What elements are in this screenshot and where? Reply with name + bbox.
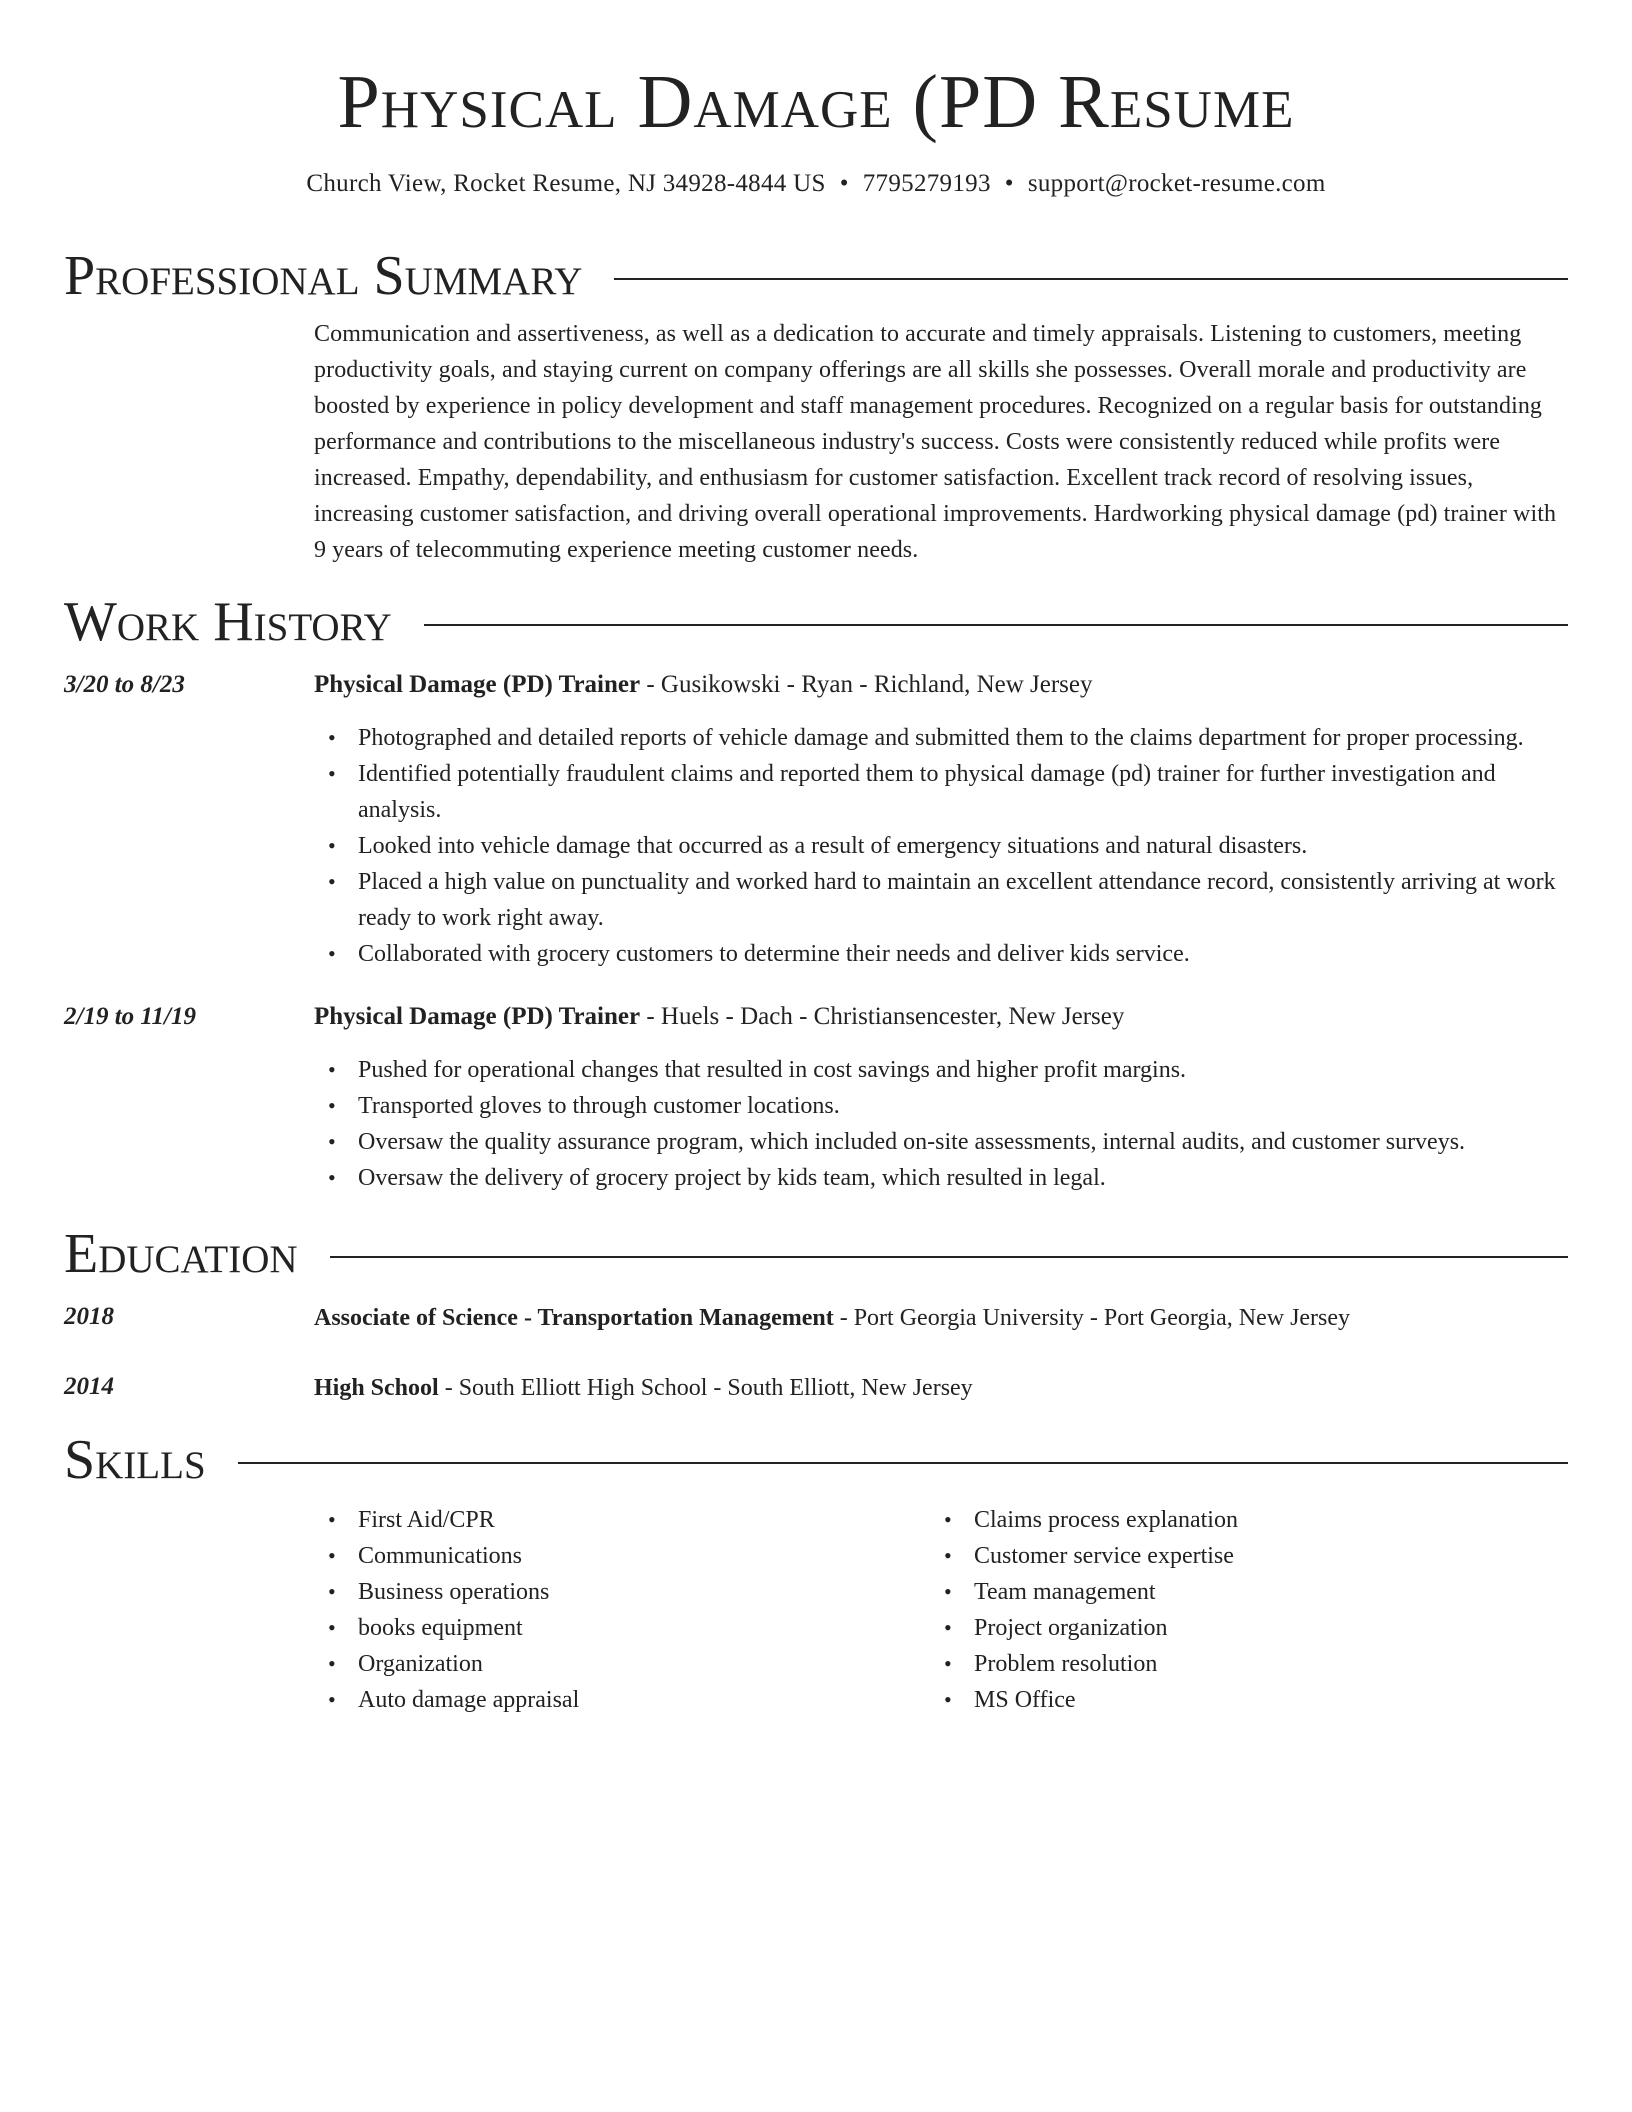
list-item: • Looked into vehicle damage that occurred as a result of emergency situations and natural disasters. [358, 828, 1568, 864]
job-bullet-list [314, 1052, 1568, 1196]
contact-phone: 7795279193 [862, 170, 991, 197]
job-dates: 2/19 to 11/19 [64, 1003, 196, 1030]
section-professional-summary [64, 244, 1568, 568]
list-item: • Pushed for operational changes that resulted in cost savings and higher profit margins. [358, 1052, 1568, 1088]
job-position: Physical Damage (PD) Trainer [314, 671, 641, 698]
skill-item: • Team management [974, 1574, 1546, 1610]
skills-left-spacer [64, 1492, 314, 1718]
resume-name: Physical Damage (PD Resume [337, 60, 1295, 144]
contact-separator: • [839, 170, 849, 197]
job-details: - Gusikowski - Ryan - Richland, New Jersey [640, 671, 1093, 698]
contact-address: Church View, Rocket Resume, NJ 34928-4844 US [306, 170, 826, 197]
summary-row [64, 308, 1568, 568]
job-bullet-list [314, 720, 1568, 972]
job-details: - Huels - Dach - Christiansencester, New Jersey [640, 1003, 1125, 1030]
skill-item: • First Aid/CPR [358, 1502, 930, 1538]
job-entry [64, 668, 1568, 972]
section-title-skills: Skills [64, 1429, 206, 1491]
contact-email: support@rocket-resume.com [1027, 170, 1326, 197]
skill-item: • books equipment [358, 1610, 930, 1646]
skills-column-right [930, 1492, 1546, 1718]
list-item: • Identified potentially fraudulent claims and reported them to physical damage (pd) trainer for further investigation and analysis. [358, 756, 1568, 828]
skills-column-left [314, 1492, 930, 1718]
education-degree: High School [314, 1375, 439, 1401]
section-heading [64, 1428, 1568, 1492]
list-item: • Transported gloves to through customer locations. [358, 1088, 1568, 1124]
job-dates: 3/20 to 8/23 [64, 671, 185, 698]
summary-left-spacer [64, 308, 314, 568]
summary-text: Communication and assertiveness, as well as a dedication to accurate and timely appraisals. Listening to customers, meeting productivity goals, and staying current on company offerings are all skills she possesses. Overall morale and productivity are boosted by experience in policy development and staff management procedures. Recognized on a regular basis for outstanding performance and contributions to the miscellaneous industry's success. Costs were consistently reduced while profits were increased. Empathy, dependability, and enthusiasm for customer satisfaction. Excellent track record of resolving issues, increasing customer satisfaction, and driving overall operational improvements. Hardworking physical damage (pd) trainer with 9 years of telecommuting experience meeting customer needs. [314, 321, 1557, 563]
skills-grid [314, 1492, 1568, 1718]
section-divider [614, 278, 1568, 280]
skills-row [64, 1492, 1568, 1718]
skills-list [314, 1502, 930, 1718]
skill-item: • MS Office [974, 1682, 1546, 1718]
section-divider [330, 1256, 1568, 1258]
job-entry [64, 1000, 1568, 1196]
section-title-summary: Professional Summary [64, 245, 583, 307]
section-divider [238, 1462, 1568, 1464]
section-title-education: Education [64, 1223, 298, 1285]
skill-item: • Auto damage appraisal [358, 1682, 930, 1718]
skill-item: • Communications [358, 1538, 930, 1574]
job-body [314, 1000, 1568, 1196]
list-item: • Oversaw the quality assurance program, which included on-site assessments, internal audits, and customer surveys. [358, 1124, 1568, 1160]
skill-item: • Problem resolution [974, 1646, 1546, 1682]
education-line [314, 1300, 1568, 1336]
education-year: 2018 [64, 1303, 114, 1330]
section-heading [64, 1222, 1568, 1286]
skill-item: • Claims process explanation [974, 1502, 1546, 1538]
education-details: - South Elliott High School - South Elliott, New Jersey [438, 1375, 973, 1401]
section-title-work-history: Work History [64, 591, 392, 653]
contact-separator: • [1004, 170, 1014, 197]
section-education [64, 1222, 1568, 1406]
education-entry [64, 1370, 1568, 1406]
job-title-line [314, 1000, 1568, 1034]
list-item: • Photographed and detailed reports of vehicle damage and submitted them to the claims department for proper processing. [358, 720, 1568, 756]
skill-item: • Business operations [358, 1574, 930, 1610]
section-heading [64, 590, 1568, 654]
section-heading [64, 244, 1568, 308]
job-title-line [314, 668, 1568, 702]
section-divider [424, 624, 1568, 626]
education-line [314, 1370, 1568, 1406]
education-degree: Associate of Science - Transportation Management [314, 1305, 834, 1331]
job-position: Physical Damage (PD) Trainer [314, 1003, 641, 1030]
skills-list [930, 1502, 1546, 1718]
job-body [314, 668, 1568, 972]
education-entry [64, 1300, 1568, 1336]
list-item: • Oversaw the delivery of grocery project by kids team, which resulted in legal. [358, 1160, 1568, 1196]
education-year: 2014 [64, 1373, 114, 1400]
section-work-history [64, 590, 1568, 1196]
skill-item: • Organization [358, 1646, 930, 1682]
section-skills [64, 1428, 1568, 1718]
list-item: • Collaborated with grocery customers to determine their needs and deliver kids service. [358, 936, 1568, 972]
skill-item: • Project organization [974, 1610, 1546, 1646]
skill-item: • Customer service expertise [974, 1538, 1546, 1574]
education-details: - Port Georgia University - Port Georgia, New Jersey [833, 1305, 1351, 1331]
list-item: • Placed a high value on punctuality and worked hard to maintain an excellent attendance record, consistently arriving at work ready to work right away. [358, 864, 1568, 936]
contact-line [64, 168, 1568, 200]
